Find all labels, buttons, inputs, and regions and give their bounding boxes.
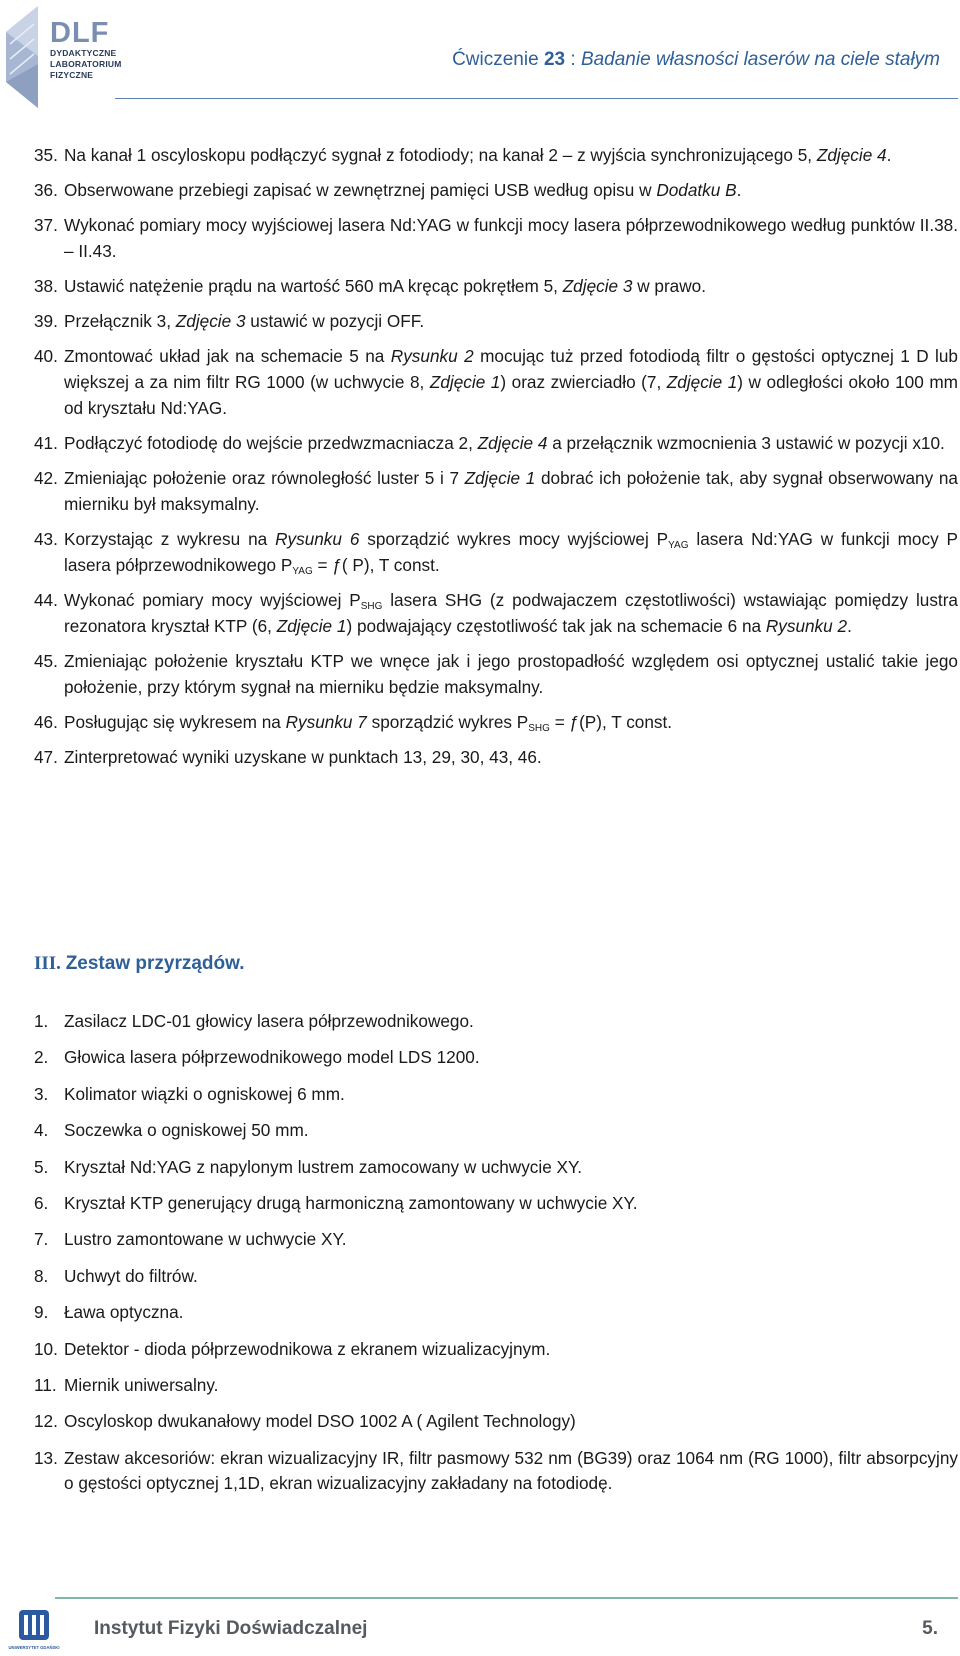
step-text: Zmieniając położenie kryształu KTP we wnęce jak i jego prostopadłość względem osi optycznej ustalić takie jego położenie, przy którym sygnał na mierniku będzie maksymalny. xyxy=(64,651,958,697)
item-number: 10. xyxy=(34,1338,58,1359)
list-item xyxy=(34,1409,958,1434)
item-number: 11. xyxy=(34,1374,57,1395)
item-text: Kryształ Nd:YAG z napylonym lustrem zamocowany w uchwycie XY. xyxy=(64,1156,583,1177)
step-text: Obserwowane przebiegi zapisać w zewnętrznej pamięci USB według opisu w Dodatku B. xyxy=(64,180,742,200)
list-item xyxy=(34,1045,958,1070)
list-item xyxy=(34,177,958,203)
item-number: 7. xyxy=(34,1229,49,1250)
step-number: 45. xyxy=(34,651,58,671)
item-text: Zasilacz LDC-01 głowicy lasera półprzewodnikowego. xyxy=(64,1011,474,1031)
logo-line-2: LABORATORIUM xyxy=(50,59,122,69)
step-number: 43. xyxy=(34,529,58,549)
step-number: 42. xyxy=(34,468,58,488)
section-title: Zestaw przyrządów. xyxy=(65,953,245,974)
list-item xyxy=(34,526,958,578)
list-item xyxy=(34,1118,958,1143)
header-divider xyxy=(115,98,958,99)
logo-acronym: DLF xyxy=(50,17,110,49)
list-item xyxy=(34,273,958,299)
item-number: 6. xyxy=(34,1192,49,1213)
item-text: Oscyloskop dwukanałowy model DSO 1002 A ( Agilent Technology) xyxy=(64,1411,576,1432)
step-number: 39. xyxy=(34,311,58,331)
step-text: Wykonać pomiary mocy wyjściowej $P_{SHG}$ lasera SHG (z podwajaczem częstotliwości) wstawiając pomiędzy lustra rezonatora kryształ KTP (6, Zdjęcie 1) podwajający częstotliwość tak jak na schemacie 6 na Rysunku 2. xyxy=(64,590,958,636)
list-item xyxy=(34,1227,958,1252)
section-number: III. xyxy=(34,953,61,974)
step-number: 47. xyxy=(34,747,58,767)
item-text: Ława optyczna. xyxy=(64,1302,184,1323)
footer-divider xyxy=(55,1597,958,1599)
item-text: Zestaw akcesoriów: ekran wizualizacyjny IR, filtr pasmowy 532 nm (BG39) oraz 1064 nm (RG 1000), filtr absorpcyjny o gęstości optycznej 1,1D, ekran wizualizacyjny zakładany na fotodiodę. xyxy=(64,1447,958,1493)
step-text: Podłączyć fotodiodę do wejście przedwzmacniacza 2, Zdjęcie 4 a przełącznik wzmocnienia 3 ustawić w pozycji x10. xyxy=(64,433,945,453)
exercise-title xyxy=(452,49,940,71)
list-item xyxy=(34,1009,958,1034)
step-number: 46. xyxy=(34,712,58,732)
list-item xyxy=(34,648,958,700)
university-logo-icon xyxy=(8,1607,60,1651)
step-number: 37. xyxy=(34,215,58,235)
list-item xyxy=(34,343,958,421)
page-number: 5. xyxy=(922,1618,938,1639)
list-item xyxy=(34,587,958,639)
list-item xyxy=(34,1082,958,1107)
list-item xyxy=(34,744,958,770)
item-text: Detektor - dioda półprzewodnikowa z ekranem wizualizacyjnym. xyxy=(64,1338,551,1359)
list-item xyxy=(34,308,958,334)
item-number: 12. xyxy=(34,1411,58,1432)
item-number: 2. xyxy=(34,1047,49,1068)
step-text: Zmontować układ jak na schemacie 5 na Rysunku 2 mocując tuż przed fotodiodą filtr o gęstości optycznej 1 D lub większej a za nim filtr RG 1000 (w uchwycie 8, Zdjęcie 1) oraz zwierciadło (7, Zdjęcie 1) w odległości około 100 mm od kryształu Nd:YAG. xyxy=(64,346,958,418)
exercise-name: Badanie własności laserów na ciele stałym xyxy=(580,49,940,70)
step-text: Korzystając z wykresu na Rysunku 6 sporządzić wykres mocy wyjściowej $P_{YAG}$ lasera Nd:YAG w funkcji mocy P lasera półprzewodnikowego $P_{YAG}$ = ƒ( P), T const. xyxy=(64,529,959,577)
list-item xyxy=(34,430,958,456)
exercise-sep: : xyxy=(570,49,576,70)
item-number: 4. xyxy=(34,1120,49,1141)
step-text: Przełącznik 3, Zdjęcie 3 ustawić w pozycji OFF. xyxy=(64,311,425,331)
step-number: 40. xyxy=(34,346,58,366)
list-item xyxy=(34,1373,958,1398)
step-number: 44. xyxy=(34,590,58,610)
step-text: Ustawić natężenie prądu na wartość 560 mA kręcąc pokrętłem 5, Zdjęcie 3 w prawo. xyxy=(64,276,706,296)
page-header xyxy=(0,0,960,110)
list-item xyxy=(34,1191,958,1216)
dlf-logo xyxy=(4,4,122,108)
step-number: 38. xyxy=(34,276,58,296)
list-item xyxy=(34,465,958,517)
item-number: 5. xyxy=(34,1156,49,1177)
item-number: 1. xyxy=(34,1011,49,1031)
list-item xyxy=(34,212,958,264)
item-number: 13. xyxy=(34,1447,58,1468)
list-item xyxy=(34,1337,958,1362)
list-item xyxy=(34,1446,958,1496)
item-text: Kolimator wiązki o ogniskowej 6 mm. xyxy=(64,1083,345,1104)
item-text: Uchwyt do filtrów. xyxy=(64,1265,198,1286)
list-item xyxy=(34,142,958,168)
logo-line-3: FIZYCZNE xyxy=(50,70,94,80)
equipment-list xyxy=(34,1009,958,1507)
step-number: 36. xyxy=(34,180,58,200)
section-heading xyxy=(34,953,244,975)
list-item xyxy=(34,1300,958,1325)
item-text: Miernik uniwersalny. xyxy=(64,1374,219,1395)
item-number: 3. xyxy=(34,1083,49,1104)
item-number: 8. xyxy=(34,1265,49,1286)
procedure-steps xyxy=(34,142,958,779)
item-number: 9. xyxy=(34,1302,49,1323)
item-text: Głowica lasera półprzewodnikowego model LDS 1200. xyxy=(64,1047,480,1068)
institute-name: Instytut Fizyki Doświadczalnej xyxy=(94,1618,368,1639)
list-item xyxy=(34,709,958,735)
university-logo-text: UNIWERSYTET GDAŃSKI xyxy=(8,1645,60,1650)
step-number: 35. xyxy=(34,145,58,165)
exercise-prefix: Ćwiczenie xyxy=(452,49,539,70)
exercise-number: 23 xyxy=(543,49,566,70)
step-text: Zinterpretować wyniki uzyskane w punktach 13, 29, 30, 43, 46. xyxy=(64,747,542,767)
item-text: Soczewka o ogniskowej 50 mm. xyxy=(64,1120,309,1141)
step-number: 41. xyxy=(34,433,58,453)
item-text: Lustro zamontowane w uchwycie XY. xyxy=(64,1229,347,1250)
list-item xyxy=(34,1155,958,1180)
item-text: Kryształ KTP generujący drugą harmoniczną zamontowany w uchwycie XY. xyxy=(64,1192,638,1213)
list-item xyxy=(34,1264,958,1289)
step-text: Wykonać pomiary mocy wyjściowej lasera Nd:YAG w funkcji mocy lasera półprzewodnikowego według punktów II.38. – II.43. xyxy=(64,215,958,261)
step-text: Zmieniając położenie oraz równoległość luster 5 i 7 Zdjęcie 1 dobrać ich położenie tak, aby sygnał obserwowany na mierniku był maksymalny. xyxy=(64,468,958,514)
step-text: Na kanał 1 oscyloskopu podłączyć sygnał z fotodiody; na kanał 2 – z wyjścia synchronizującego 5, Zdjęcie 4. xyxy=(64,145,892,165)
step-text: Posługując się wykresem na Rysunku 7 sporządzić wykres $P_{SHG}$ = ƒ(P), T const. xyxy=(64,712,673,734)
logo-line-1: DYDAKTYCZNE xyxy=(50,48,117,58)
